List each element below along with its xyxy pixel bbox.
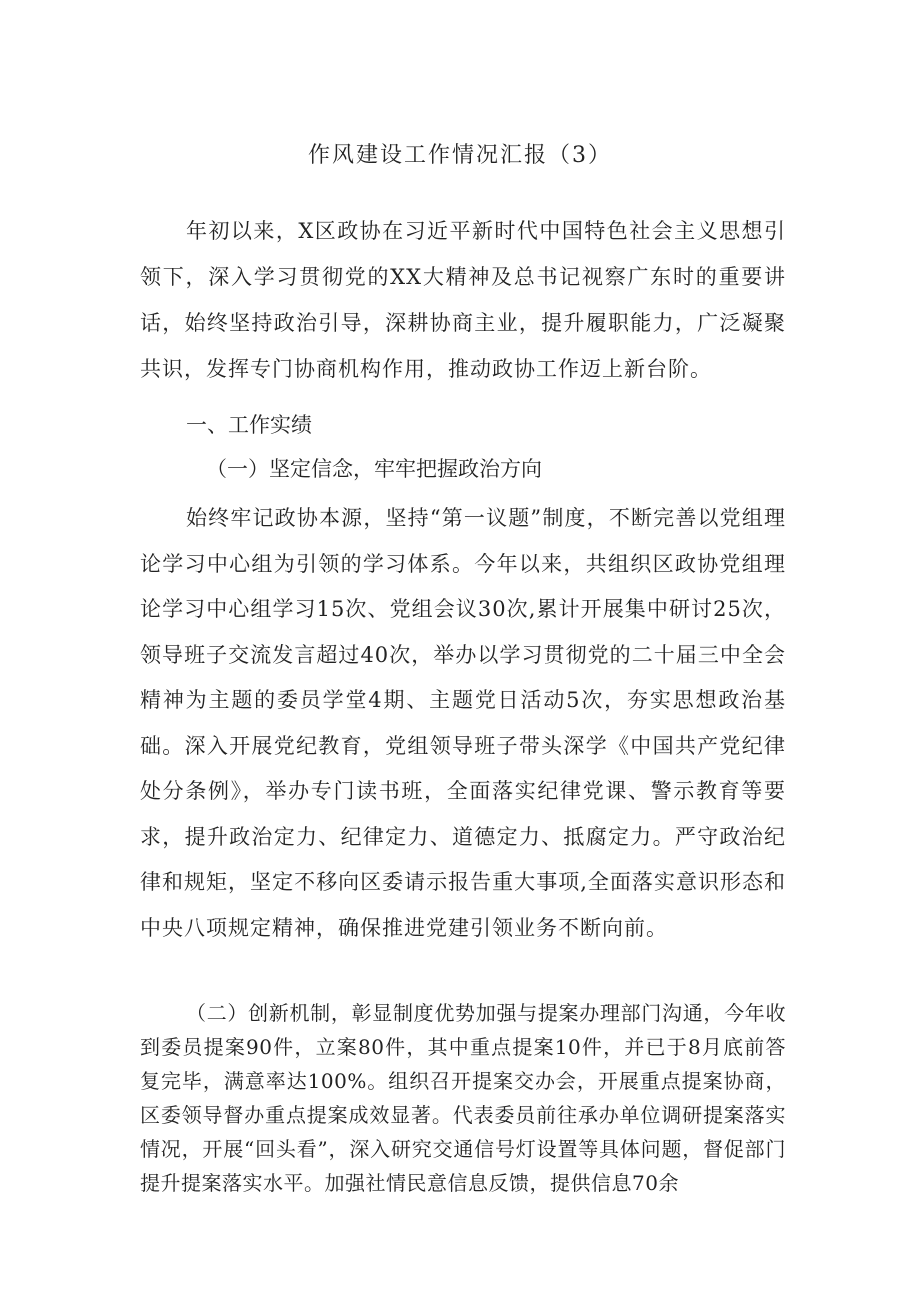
- subsection-heading-firm-belief: （一）坚定信念，牢牢把握政治方向: [206, 457, 542, 481]
- intro-paragraph: 年初以来，X区政协在习近平新时代中国特色社会主义思想引领下，深入学习贯彻党的XX大精神及总书记视察广东时的重要讲话，始终坚持政治引导，深耕协商主业，提升履职能力，广泛凝聚共识，发挥专门协商机构作用，推动政协工作迈上新台阶。: [140, 219, 786, 381]
- subsection-one-body: 始终牢记政协本源，坚持“第一议题”制度，不断完善以党组理论学习中心组为引领的学习体系。今年以来，共组织区政协党组理论学习中心组学习15次、党组会议30次,累计开展集中研讨25次，领导班子交流发言超过40次，举办以学习贯彻党的二十届三中全会精神为主题的委员学堂4期、主题党日活动5次，夯实思想政治基础。深入开展党纪教育，党组领导班子带头深学《中国共产党纪律处分条例》，举办专门读书班，全面落实纪律党课、警示教育等要求，提升政治定力、纪律定力、道德定力、抵腐定力。严守政治纪律和规矩，坚定不移向区委请示报告重大事项,全面落实意识形态和中央八项规定精神，确保推进党建引领业务不断向前。: [140, 506, 786, 940]
- subsection-two-body: （二）创新机制，彰显制度优势加强与提案办理部门沟通，今年收到委员提案90件，立案80件，其中重点提案10件，并已于8月底前答复完毕，满意率达100%。组织召开提案交办会，开展重点提案协商，区委领导督办重点提案成效显著。代表委员前往承办单位调研提案落实情况，开展“回头看”，深入研究交通信号灯设置等具体问题，督促部门提升提案落实水平。加强社情民意信息反馈，提供信息70余: [140, 1001, 786, 1195]
- section-heading-work-results: 一、工作实绩: [186, 413, 312, 437]
- document-title: 作风建设工作情况汇报（3）: [308, 143, 612, 168]
